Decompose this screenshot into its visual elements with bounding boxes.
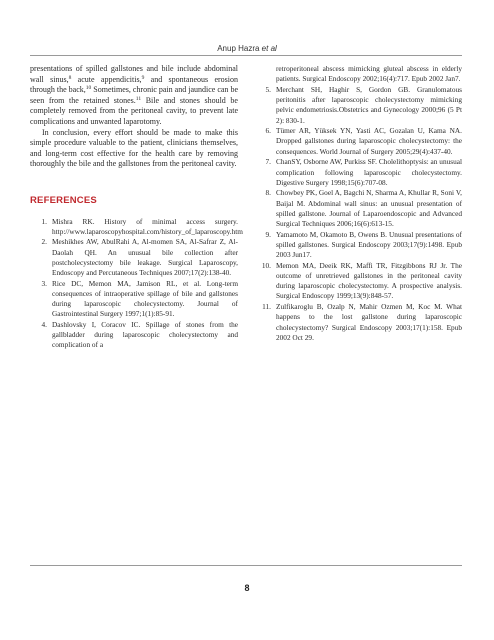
citation-superscript: 11 — [135, 95, 142, 102]
page-number: 8 — [244, 583, 250, 593]
reference-continuation — [254, 64, 462, 84]
right-column — [254, 64, 462, 343]
reference-text: Chowbey PK, Goel A, Bagchi N, Sharma A, Khullar R, Soni V, Baijal M. Abdominal wall sinus: an unusual presentation of spilled gallstone. Journal of Laparoendoscopic and Advanced Surgical Techniques 2006;16(6):613-15. — [276, 188, 462, 229]
reference-item — [30, 216, 243, 237]
citation-superscript: 8 — [68, 74, 72, 81]
text-run: acute appendicitis, — [71, 74, 142, 84]
reference-item — [30, 237, 238, 278]
header-author: Anup Hazra — [217, 44, 260, 53]
body-paragraph-conclusion: In conclusion, every effort should be made to make this simple procedure valuable to the patient, clinicians themselves, and long-term cost effective for the health care by removing thoroughly the bile and the gallstones from the peritoneal cavity. — [30, 127, 238, 169]
reference-item — [254, 302, 462, 343]
reference-number: 5. — [265, 84, 271, 94]
reference-number: 3. — [41, 278, 47, 288]
reference-text: ChanSY, Osborne AW, Purkiss SF. Cholelithoptysis: an unusual complication following laparoscopic cholecystectomy. Digestive Surgery 1998;15(6):707-08. — [276, 157, 462, 187]
reference-text: Tümer AR, Yüksek YN, Yasti AC, Gozalan U, Kama NA. Dropped gallstones during laparoscopic cholecystectomy: the consequences. World Journal of Surgery 2005;29(4):437-40. — [276, 126, 462, 156]
reference-continuation-text: retroperitoneal abscess mimicking gluteal abscess in elderly patients. Surgical Endoscopy 2002;16(4):717. Epub 2002 Jan7. — [276, 64, 462, 84]
text-run: and spontaneous erosion through the back, — [30, 74, 239, 95]
reference-list-right — [254, 64, 462, 84]
reference-text: Dashlovsky I, Coracov IC. Spillage of stones from the gallbladder during laparoscopic cholecystectomy and complication of a — [52, 320, 238, 350]
reference-item — [254, 126, 462, 157]
footer-rule — [30, 565, 462, 566]
reference-text: Yamamoto M, Okamoto B, Owens B. Unusual presentations of spilled gallstones. Surgical Endoscopy 2003;17(9):1498. Epub 2003 Jun17. — [276, 229, 462, 260]
running-header — [0, 44, 494, 53]
reference-item — [254, 230, 462, 261]
reference-list-left — [30, 216, 243, 351]
text-run: Bile and stones should be completely removed from the peritoneal cavity, to prevent late complications and unwanted laparotomy. — [30, 95, 238, 126]
header-rule — [30, 55, 462, 56]
reference-list-right-items — [254, 85, 462, 343]
reference-item — [254, 188, 462, 229]
reference-item — [30, 320, 238, 351]
reference-item — [254, 157, 462, 188]
citation-superscript: 9 — [141, 74, 145, 81]
reference-number: 7. — [265, 157, 271, 167]
reference-text: Merchant SH, Haghir S, Gordon GB. Granulomatous peritonitis after laparoscopic cholecystectomy mimicking pelvic endometriosis.Obstetrics and Gynecology 2000;96 (5 Pt 2): 830-1. — [276, 84, 462, 125]
reference-number: 4. — [41, 320, 47, 330]
reference-item — [254, 261, 462, 302]
text-run: presentations of spilled gallstones and bile include abdominal wall sinus, — [30, 64, 238, 84]
reference-text: Memon MA, Deeik RK, Maffi TR, Fitzgibbons RJ Jr. The outcome of unretrieved gallstones in the peritoneal cavity during laparoscopic cholecystectomy. A prospective analysis. Surgical Endoscopy 1999;13(9):848-57. — [276, 260, 462, 301]
citation-superscript: 10 — [85, 85, 92, 92]
left-column — [30, 64, 243, 351]
reference-number: 6. — [265, 126, 271, 136]
reference-number: 8. — [265, 188, 271, 198]
body-paragraph-1 — [30, 64, 238, 128]
reference-number: 1. — [41, 216, 47, 226]
text-run: Sometimes, chronic pain and jaundice can be seen from the retained stones. — [30, 85, 238, 105]
reference-text: Mishra RK. History of minimal access surgery. http://www.laparoscopyhospital.com/history_of_laparoscopy.htm — [52, 216, 243, 236]
reference-text: Rice DC, Memon MA, Jamison RL, et al. Long-term consequences of intraoperative spillage of bile and gallstones during laparoscopic cholecystectomy. Journal of Gastrointestinal Surgery 1997;1(1):85-91. — [52, 278, 238, 319]
header-et-al: et al — [259, 44, 277, 53]
reference-number: 10. — [261, 260, 271, 270]
reference-item — [254, 85, 462, 126]
reference-text: Zulfikaroglu B, Ozalp N, Mahir Ozmen M, Koc M. What happens to the lost gallstone during laparoscopic cholecystectomy? Surgical Endoscopy 2003;17(1):158. Epub 2002 Oct 29. — [276, 302, 462, 342]
reference-number: 2. — [41, 237, 47, 247]
reference-number: 9. — [265, 229, 271, 239]
reference-item — [30, 279, 238, 320]
references-heading: REFERENCES — [30, 194, 97, 206]
reference-text: Meshikhes AW, AbulRahi A, Al-momen SA, Al-Safrar Z, Al-Daolah QH. An unusual bile collection after postcholecystectomy bile leakage. Surgical Laparoscopy, Endoscopy and Percutaneous Techniques 2007;17(2):138-40. — [52, 237, 238, 278]
reference-number: 11. — [262, 302, 271, 312]
